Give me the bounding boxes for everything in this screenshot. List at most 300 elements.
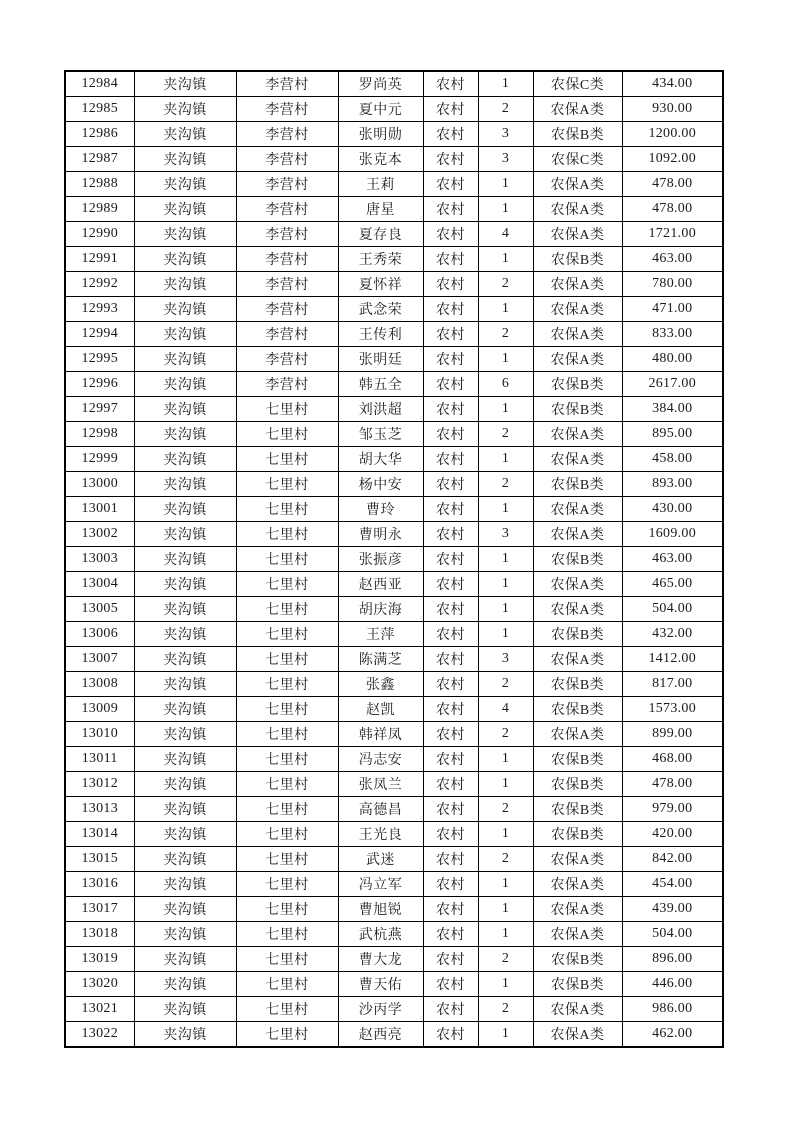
cell-person-count: 2 <box>478 797 533 822</box>
cell-person-name: 刘洪超 <box>338 397 423 422</box>
table-row <box>65 397 723 422</box>
cell-insurance-category: 农保A类 <box>533 197 622 222</box>
cell-amount: 471.00 <box>622 297 723 322</box>
table-row <box>65 322 723 347</box>
cell-amount: 899.00 <box>622 722 723 747</box>
cell-residence-type: 农村 <box>423 572 478 597</box>
cell-village: 七里村 <box>236 572 338 597</box>
cell-residence-type: 农村 <box>423 622 478 647</box>
cell-residence-type: 农村 <box>423 897 478 922</box>
cell-amount: 1092.00 <box>622 147 723 172</box>
cell-amount: 893.00 <box>622 472 723 497</box>
cell-person-count: 1 <box>478 872 533 897</box>
cell-town: 夹沟镇 <box>134 447 236 472</box>
cell-serial-number: 12993 <box>65 297 134 322</box>
cell-insurance-category: 农保A类 <box>533 172 622 197</box>
cell-amount: 1573.00 <box>622 697 723 722</box>
cell-residence-type: 农村 <box>423 597 478 622</box>
cell-person-count: 2 <box>478 847 533 872</box>
cell-person-name: 赵西亮 <box>338 1022 423 1048</box>
cell-person-name: 杨中安 <box>338 472 423 497</box>
cell-person-name: 夏存良 <box>338 222 423 247</box>
cell-residence-type: 农村 <box>423 147 478 172</box>
cell-residence-type: 农村 <box>423 997 478 1022</box>
cell-town: 夹沟镇 <box>134 147 236 172</box>
cell-amount: 478.00 <box>622 197 723 222</box>
cell-village: 七里村 <box>236 847 338 872</box>
cell-insurance-category: 农保A类 <box>533 422 622 447</box>
cell-residence-type: 农村 <box>423 772 478 797</box>
cell-person-count: 1 <box>478 772 533 797</box>
table-row <box>65 572 723 597</box>
cell-person-name: 夏中元 <box>338 97 423 122</box>
cell-village: 李营村 <box>236 297 338 322</box>
cell-residence-type: 农村 <box>423 747 478 772</box>
cell-amount: 504.00 <box>622 597 723 622</box>
cell-amount: 1721.00 <box>622 222 723 247</box>
cell-village: 李营村 <box>236 172 338 197</box>
cell-person-count: 1 <box>478 1022 533 1048</box>
cell-residence-type: 农村 <box>423 297 478 322</box>
cell-insurance-category: 农保A类 <box>533 522 622 547</box>
cell-person-count: 1 <box>478 197 533 222</box>
cell-person-name: 赵凯 <box>338 697 423 722</box>
cell-insurance-category: 农保B类 <box>533 697 622 722</box>
cell-person-count: 1 <box>478 297 533 322</box>
cell-person-name: 冯立军 <box>338 872 423 897</box>
table-row <box>65 747 723 772</box>
cell-person-count: 2 <box>478 997 533 1022</box>
table-row <box>65 947 723 972</box>
cell-person-name: 王光良 <box>338 822 423 847</box>
cell-serial-number: 12985 <box>65 97 134 122</box>
table-row <box>65 272 723 297</box>
cell-insurance-category: 农保A类 <box>533 497 622 522</box>
cell-village: 李营村 <box>236 197 338 222</box>
cell-person-name: 胡庆海 <box>338 597 423 622</box>
table-row <box>65 472 723 497</box>
cell-village: 七里村 <box>236 872 338 897</box>
cell-insurance-category: 农保B类 <box>533 622 622 647</box>
cell-person-name: 邹玉芝 <box>338 422 423 447</box>
cell-village: 李营村 <box>236 122 338 147</box>
cell-residence-type: 农村 <box>423 647 478 672</box>
cell-serial-number: 13007 <box>65 647 134 672</box>
cell-insurance-category: 农保C类 <box>533 71 622 97</box>
cell-residence-type: 农村 <box>423 397 478 422</box>
cell-town: 夹沟镇 <box>134 347 236 372</box>
cell-residence-type: 农村 <box>423 1022 478 1048</box>
cell-serial-number: 13012 <box>65 772 134 797</box>
cell-town: 夹沟镇 <box>134 997 236 1022</box>
cell-person-name: 沙丙学 <box>338 997 423 1022</box>
cell-insurance-category: 农保A类 <box>533 722 622 747</box>
cell-person-count: 2 <box>478 322 533 347</box>
cell-amount: 979.00 <box>622 797 723 822</box>
cell-village: 七里村 <box>236 447 338 472</box>
cell-person-count: 2 <box>478 947 533 972</box>
cell-person-count: 2 <box>478 472 533 497</box>
cell-person-name: 陈满芝 <box>338 647 423 672</box>
cell-amount: 468.00 <box>622 747 723 772</box>
cell-amount: 463.00 <box>622 547 723 572</box>
cell-person-name: 曹大龙 <box>338 947 423 972</box>
cell-village: 七里村 <box>236 997 338 1022</box>
cell-town: 夹沟镇 <box>134 697 236 722</box>
cell-town: 夹沟镇 <box>134 322 236 347</box>
cell-village: 七里村 <box>236 622 338 647</box>
cell-amount: 384.00 <box>622 397 723 422</box>
cell-village: 七里村 <box>236 1022 338 1048</box>
cell-village: 李营村 <box>236 372 338 397</box>
cell-amount: 420.00 <box>622 822 723 847</box>
cell-insurance-category: 农保A类 <box>533 347 622 372</box>
cell-person-name: 夏怀祥 <box>338 272 423 297</box>
cell-serial-number: 13014 <box>65 822 134 847</box>
cell-village: 七里村 <box>236 697 338 722</box>
cell-serial-number: 13016 <box>65 872 134 897</box>
cell-serial-number: 12998 <box>65 422 134 447</box>
cell-person-count: 1 <box>478 497 533 522</box>
cell-person-name: 张凤兰 <box>338 772 423 797</box>
cell-amount: 432.00 <box>622 622 723 647</box>
cell-town: 夹沟镇 <box>134 71 236 97</box>
cell-amount: 930.00 <box>622 97 723 122</box>
cell-amount: 478.00 <box>622 172 723 197</box>
cell-amount: 1609.00 <box>622 522 723 547</box>
table-row <box>65 897 723 922</box>
cell-residence-type: 农村 <box>423 372 478 397</box>
cell-person-name: 张明廷 <box>338 347 423 372</box>
cell-village: 李营村 <box>236 97 338 122</box>
benefit-payment-table <box>64 70 724 1048</box>
table-row <box>65 847 723 872</box>
cell-insurance-category: 农保A类 <box>533 447 622 472</box>
cell-person-name: 张鑫 <box>338 672 423 697</box>
cell-amount: 480.00 <box>622 347 723 372</box>
table-row <box>65 597 723 622</box>
table-row <box>65 222 723 247</box>
cell-insurance-category: 农保A类 <box>533 647 622 672</box>
cell-village: 李营村 <box>236 322 338 347</box>
cell-serial-number: 13000 <box>65 472 134 497</box>
cell-residence-type: 农村 <box>423 71 478 97</box>
cell-residence-type: 农村 <box>423 272 478 297</box>
cell-residence-type: 农村 <box>423 947 478 972</box>
table-row <box>65 422 723 447</box>
table-row <box>65 697 723 722</box>
cell-serial-number: 13003 <box>65 547 134 572</box>
cell-residence-type: 农村 <box>423 197 478 222</box>
cell-serial-number: 12997 <box>65 397 134 422</box>
cell-serial-number: 12984 <box>65 71 134 97</box>
cell-town: 夹沟镇 <box>134 722 236 747</box>
cell-village: 七里村 <box>236 647 338 672</box>
cell-person-name: 曹玲 <box>338 497 423 522</box>
cell-person-count: 1 <box>478 347 533 372</box>
cell-residence-type: 农村 <box>423 872 478 897</box>
cell-town: 夹沟镇 <box>134 522 236 547</box>
cell-serial-number: 12987 <box>65 147 134 172</box>
table-row <box>65 247 723 272</box>
cell-amount: 833.00 <box>622 322 723 347</box>
cell-residence-type: 农村 <box>423 322 478 347</box>
cell-town: 夹沟镇 <box>134 947 236 972</box>
cell-town: 夹沟镇 <box>134 172 236 197</box>
cell-insurance-category: 农保B类 <box>533 547 622 572</box>
cell-insurance-category: 农保A类 <box>533 922 622 947</box>
cell-town: 夹沟镇 <box>134 122 236 147</box>
cell-residence-type: 农村 <box>423 447 478 472</box>
cell-person-count: 1 <box>478 922 533 947</box>
cell-amount: 504.00 <box>622 922 723 947</box>
benefit-payment-table-body <box>65 71 723 1047</box>
cell-person-count: 3 <box>478 522 533 547</box>
cell-residence-type: 农村 <box>423 222 478 247</box>
cell-person-count: 2 <box>478 422 533 447</box>
cell-insurance-category: 农保A类 <box>533 572 622 597</box>
cell-insurance-category: 农保A类 <box>533 97 622 122</box>
cell-amount: 434.00 <box>622 71 723 97</box>
cell-person-name: 韩祥凤 <box>338 722 423 747</box>
cell-serial-number: 13010 <box>65 722 134 747</box>
cell-person-count: 1 <box>478 547 533 572</box>
cell-insurance-category: 农保B类 <box>533 122 622 147</box>
cell-town: 夹沟镇 <box>134 972 236 997</box>
cell-village: 七里村 <box>236 747 338 772</box>
cell-village: 七里村 <box>236 522 338 547</box>
cell-person-name: 曹旭锐 <box>338 897 423 922</box>
cell-serial-number: 12995 <box>65 347 134 372</box>
cell-insurance-category: 农保B类 <box>533 972 622 997</box>
cell-town: 夹沟镇 <box>134 1022 236 1048</box>
cell-town: 夹沟镇 <box>134 797 236 822</box>
cell-serial-number: 12990 <box>65 222 134 247</box>
cell-amount: 465.00 <box>622 572 723 597</box>
cell-person-count: 1 <box>478 397 533 422</box>
cell-serial-number: 12991 <box>65 247 134 272</box>
cell-residence-type: 农村 <box>423 522 478 547</box>
cell-insurance-category: 农保B类 <box>533 797 622 822</box>
cell-serial-number: 12999 <box>65 447 134 472</box>
cell-amount: 780.00 <box>622 272 723 297</box>
cell-town: 夹沟镇 <box>134 647 236 672</box>
cell-person-name: 武杭燕 <box>338 922 423 947</box>
cell-amount: 430.00 <box>622 497 723 522</box>
cell-insurance-category: 农保B类 <box>533 247 622 272</box>
table-row <box>65 297 723 322</box>
cell-village: 七里村 <box>236 497 338 522</box>
cell-amount: 817.00 <box>622 672 723 697</box>
cell-person-count: 1 <box>478 572 533 597</box>
cell-town: 夹沟镇 <box>134 397 236 422</box>
cell-town: 夹沟镇 <box>134 97 236 122</box>
cell-village: 七里村 <box>236 772 338 797</box>
cell-person-count: 4 <box>478 697 533 722</box>
cell-village: 七里村 <box>236 422 338 447</box>
cell-person-name: 王萍 <box>338 622 423 647</box>
cell-village: 李营村 <box>236 222 338 247</box>
cell-serial-number: 12986 <box>65 122 134 147</box>
cell-person-name: 武迷 <box>338 847 423 872</box>
cell-serial-number: 12988 <box>65 172 134 197</box>
cell-person-count: 1 <box>478 747 533 772</box>
cell-person-name: 张明勋 <box>338 122 423 147</box>
cell-village: 李营村 <box>236 71 338 97</box>
cell-residence-type: 农村 <box>423 672 478 697</box>
cell-person-name: 韩五全 <box>338 372 423 397</box>
cell-residence-type: 农村 <box>423 697 478 722</box>
cell-person-name: 曹明永 <box>338 522 423 547</box>
cell-insurance-category: 农保A类 <box>533 847 622 872</box>
cell-town: 夹沟镇 <box>134 872 236 897</box>
table-row <box>65 822 723 847</box>
cell-amount: 896.00 <box>622 947 723 972</box>
cell-person-count: 3 <box>478 122 533 147</box>
cell-amount: 462.00 <box>622 1022 723 1048</box>
cell-insurance-category: 农保A类 <box>533 322 622 347</box>
cell-amount: 458.00 <box>622 447 723 472</box>
cell-serial-number: 13019 <box>65 947 134 972</box>
cell-person-name: 王秀荣 <box>338 247 423 272</box>
cell-person-count: 3 <box>478 647 533 672</box>
cell-insurance-category: 农保B类 <box>533 372 622 397</box>
cell-town: 夹沟镇 <box>134 472 236 497</box>
cell-insurance-category: 农保B类 <box>533 397 622 422</box>
cell-insurance-category: 农保B类 <box>533 772 622 797</box>
cell-town: 夹沟镇 <box>134 272 236 297</box>
cell-town: 夹沟镇 <box>134 597 236 622</box>
cell-residence-type: 农村 <box>423 422 478 447</box>
cell-amount: 842.00 <box>622 847 723 872</box>
cell-residence-type: 农村 <box>423 97 478 122</box>
cell-person-count: 2 <box>478 722 533 747</box>
table-row <box>65 997 723 1022</box>
cell-village: 七里村 <box>236 472 338 497</box>
table-row <box>65 672 723 697</box>
table-row <box>65 172 723 197</box>
cell-serial-number: 13020 <box>65 972 134 997</box>
cell-serial-number: 12992 <box>65 272 134 297</box>
cell-town: 夹沟镇 <box>134 297 236 322</box>
cell-serial-number: 13009 <box>65 697 134 722</box>
cell-insurance-category: 农保A类 <box>533 222 622 247</box>
cell-residence-type: 农村 <box>423 547 478 572</box>
cell-serial-number: 13017 <box>65 897 134 922</box>
cell-serial-number: 13002 <box>65 522 134 547</box>
cell-person-count: 2 <box>478 272 533 297</box>
cell-amount: 463.00 <box>622 247 723 272</box>
cell-person-count: 1 <box>478 597 533 622</box>
cell-residence-type: 农村 <box>423 972 478 997</box>
cell-serial-number: 13021 <box>65 997 134 1022</box>
cell-person-name: 高德昌 <box>338 797 423 822</box>
cell-person-count: 3 <box>478 147 533 172</box>
cell-amount: 2617.00 <box>622 372 723 397</box>
cell-serial-number: 12994 <box>65 322 134 347</box>
cell-person-count: 1 <box>478 247 533 272</box>
cell-residence-type: 农村 <box>423 172 478 197</box>
table-row <box>65 71 723 97</box>
table-row <box>65 547 723 572</box>
cell-village: 七里村 <box>236 922 338 947</box>
cell-person-name: 武念荣 <box>338 297 423 322</box>
cell-person-name: 王传利 <box>338 322 423 347</box>
cell-insurance-category: 农保B类 <box>533 747 622 772</box>
cell-person-count: 1 <box>478 71 533 97</box>
cell-village: 七里村 <box>236 947 338 972</box>
cell-village: 李营村 <box>236 147 338 172</box>
cell-town: 夹沟镇 <box>134 422 236 447</box>
cell-village: 七里村 <box>236 972 338 997</box>
cell-amount: 895.00 <box>622 422 723 447</box>
cell-serial-number: 13011 <box>65 747 134 772</box>
cell-serial-number: 12989 <box>65 197 134 222</box>
cell-insurance-category: 农保A类 <box>533 997 622 1022</box>
cell-residence-type: 农村 <box>423 797 478 822</box>
cell-town: 夹沟镇 <box>134 747 236 772</box>
table-row <box>65 447 723 472</box>
cell-insurance-category: 农保B类 <box>533 947 622 972</box>
cell-village: 李营村 <box>236 272 338 297</box>
cell-village: 七里村 <box>236 597 338 622</box>
table-row <box>65 522 723 547</box>
cell-insurance-category: 农保B类 <box>533 672 622 697</box>
cell-residence-type: 农村 <box>423 347 478 372</box>
cell-person-name: 张克本 <box>338 147 423 172</box>
cell-town: 夹沟镇 <box>134 822 236 847</box>
cell-amount: 446.00 <box>622 972 723 997</box>
cell-insurance-category: 农保A类 <box>533 872 622 897</box>
cell-amount: 454.00 <box>622 872 723 897</box>
cell-village: 李营村 <box>236 247 338 272</box>
cell-person-name: 罗尚英 <box>338 71 423 97</box>
table-row <box>65 197 723 222</box>
cell-amount: 439.00 <box>622 897 723 922</box>
cell-insurance-category: 农保B类 <box>533 822 622 847</box>
table-row <box>65 497 723 522</box>
table-row <box>65 772 723 797</box>
cell-person-count: 2 <box>478 97 533 122</box>
table-row <box>65 972 723 997</box>
cell-person-name: 张振彦 <box>338 547 423 572</box>
table-row <box>65 347 723 372</box>
cell-serial-number: 13005 <box>65 597 134 622</box>
table-row <box>65 922 723 947</box>
cell-serial-number: 13004 <box>65 572 134 597</box>
cell-residence-type: 农村 <box>423 472 478 497</box>
cell-residence-type: 农村 <box>423 122 478 147</box>
cell-insurance-category: 农保B类 <box>533 472 622 497</box>
cell-town: 夹沟镇 <box>134 547 236 572</box>
cell-town: 夹沟镇 <box>134 497 236 522</box>
cell-amount: 986.00 <box>622 997 723 1022</box>
cell-person-count: 1 <box>478 822 533 847</box>
cell-person-count: 6 <box>478 372 533 397</box>
cell-insurance-category: 农保A类 <box>533 297 622 322</box>
cell-person-name: 王莉 <box>338 172 423 197</box>
cell-amount: 1200.00 <box>622 122 723 147</box>
cell-residence-type: 农村 <box>423 497 478 522</box>
cell-person-count: 1 <box>478 972 533 997</box>
cell-person-name: 胡大华 <box>338 447 423 472</box>
cell-person-name: 唐星 <box>338 197 423 222</box>
cell-serial-number: 13013 <box>65 797 134 822</box>
cell-village: 七里村 <box>236 722 338 747</box>
cell-insurance-category: 农保A类 <box>533 897 622 922</box>
cell-residence-type: 农村 <box>423 247 478 272</box>
cell-village: 七里村 <box>236 897 338 922</box>
